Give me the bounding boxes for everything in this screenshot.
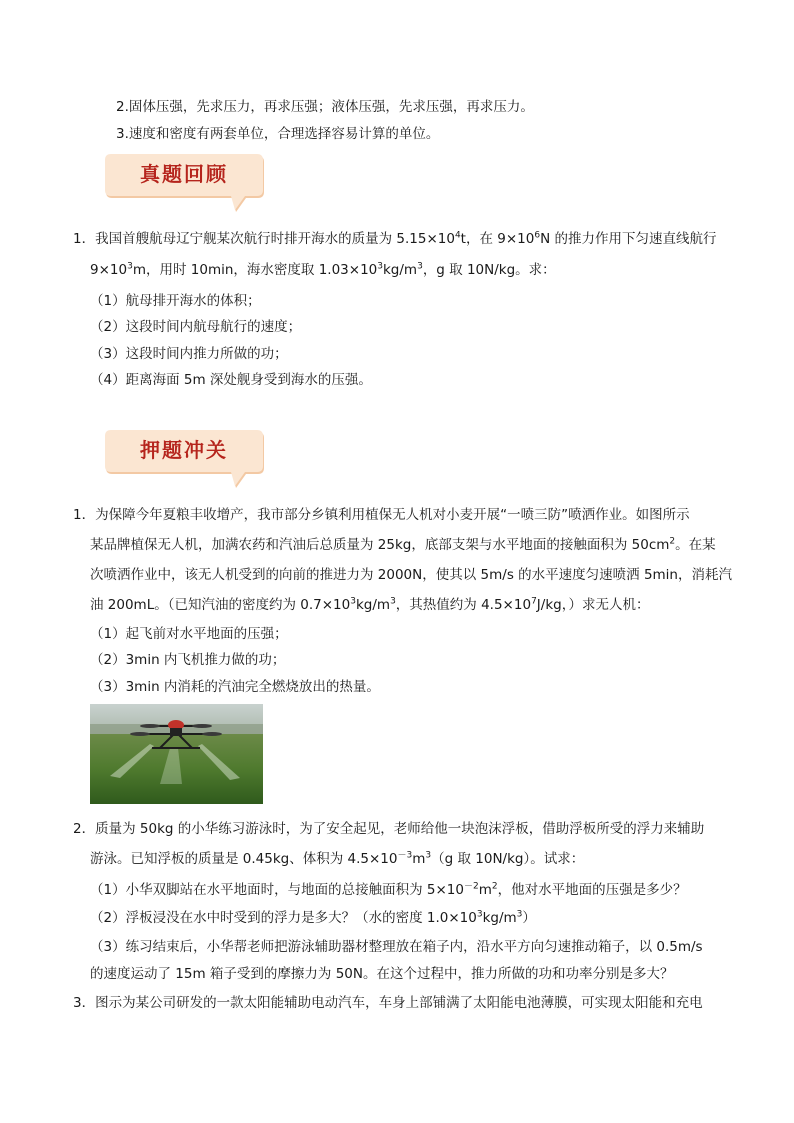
- practice-2-sub-3: （3）练习结束后，小华帮老师把游泳辅助器材整理放在箱子内，沿水平方向匀速推动箱子，以 0.5m/s: [90, 939, 703, 955]
- practice-1-sub-2: （2）3min 内飞机推力做的功；: [90, 652, 286, 668]
- practice-2-line-2: 游泳。已知浮板的质量是 0.45kg、体积为 $4.5\times 10^{-3}m^3(g$ 取 10N/kg）。试求：: [90, 850, 585, 867]
- drone-photo: [90, 704, 263, 804]
- practice-3-line-1: 3．图示为某公司研发的一款太阳能辅助电动汽车，车身上部铺满了太阳能电池薄膜，可实现太阳能和充电: [73, 995, 703, 1011]
- practice-2-sub-3-cont: 的速度运动了 15m 箱子受到的摩擦力为 50N。在这个过程中，推力所做的功和功率分别是多大？: [90, 966, 674, 982]
- practice-1-sub-1: （1）起飞前对水平地面的压强；: [90, 626, 288, 642]
- section-banner-review: [103, 152, 265, 214]
- section-title: 真题回顾: [140, 162, 228, 186]
- question-1-sub-1: （1）航母排开海水的体积；: [90, 293, 261, 309]
- question-1-line-1: 1．我国首艘航母辽宁舰某次航行时排开海水的质量为 $5.15\times 10^4t$，在 $9\times 10^6N$ 的推力作用下匀速直线航行: [73, 230, 717, 247]
- practice-1-line-2: 某品牌植保无人机，加满农药和汽油后总质量为 25kg，底部支架与水平地面的接触面积为 $50cm^2$。在某: [90, 536, 716, 553]
- practice-1-line-1: 1．为保障今年夏粮丰收增产，我市部分乡镇利用植保无人机对小麦开展“一喷三防”喷洒作业。如图所示: [73, 507, 690, 523]
- practice-2-sub-2: （2）浮板浸没在水中时受到的浮力是多大？（水的密度 $1.0\times 10^3kg/m^3$）: [90, 909, 536, 926]
- question-1-line-2: $9\times 10^3m$，用时 10min，海水密度取 $1.03\times 10^3kg/m^3$，g 取 10N/kg。求：: [90, 261, 556, 278]
- practice-2-line-1: 2．质量为 50kg 的小华练习游泳时，为了安全起见，老师给他一块泡沫浮板，借助浮板所受的浮力来辅助: [73, 821, 705, 837]
- question-1-sub-4: （4）距离海面 5m 深处舰身受到海水的压强。: [90, 372, 372, 388]
- section-banner-practice: [103, 428, 265, 490]
- practice-2-sub-1: （1）小华双脚站在水平地面时，与地面的总接触面积为 $5\times 10^{-2}m^2$，他对水平地面的压强是多少？: [90, 881, 687, 898]
- tip-line-2: 2.固体压强，先求压力，再求压强；液体压强，先求压强，再求压力。: [116, 99, 534, 115]
- question-1-sub-2: （2）这段时间内航母航行的速度；: [90, 319, 302, 335]
- practice-1-sub-3: （3）3min 内消耗的汽油完全燃烧放出的热量。: [90, 679, 380, 695]
- practice-1-line-3: 次喷洒作业中，该无人机受到的向前的推进力为 2000N，使其以 5m/s 的水平速度匀速喷洒 5min，消耗汽: [90, 567, 732, 583]
- question-1-sub-3: （3）这段时间内推力所做的功；: [90, 346, 288, 362]
- practice-1-line-4: 油 200mL。（已知汽油的密度约为 $0.7\times 10^3kg/m^3$，其热值约为 $4.5\times 10^7J/kg$，）求无人机：: [90, 596, 650, 613]
- tip-line-3: 3.速度和密度有两套单位，合理选择容易计算的单位。: [116, 126, 440, 142]
- section-title: 押题冲关: [140, 438, 228, 462]
